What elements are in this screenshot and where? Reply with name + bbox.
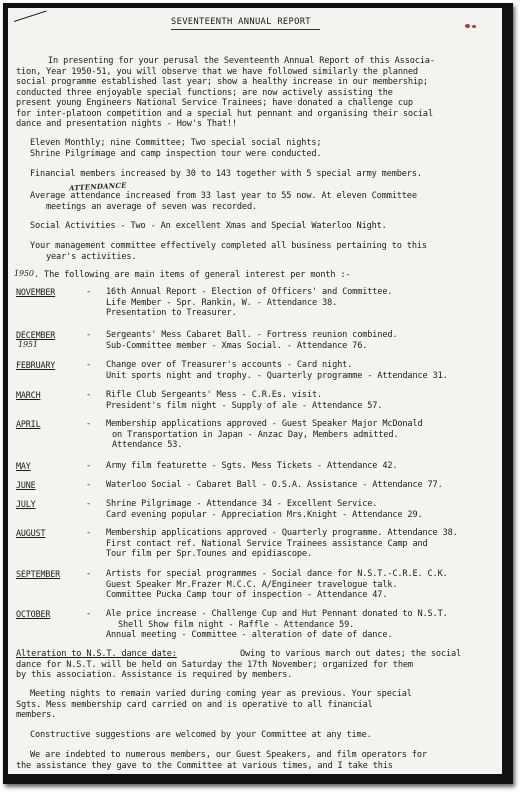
month-dash: -	[86, 461, 92, 471]
month-entry-line: Tour film per Spr.Tounes and epidiascope.	[106, 549, 312, 559]
month-entry-line: Ale price increase - Challenge Cup and Hut Pennant donated to N.S.T.	[106, 609, 448, 619]
intro-line: present young Engineers National Service Trainees; have donated a challenge cup	[16, 98, 413, 108]
month-entry-line: Membership applications approved - Guest Speaker Major McDonald	[106, 419, 423, 429]
attendance-line: meetings an average of seven was recorded.	[46, 201, 258, 212]
social-activities-line: Social Activities - Two - An excellent Xmas and Special Waterloo Night.	[30, 221, 387, 231]
month-february: FEBRUARY	[16, 360, 56, 370]
month-entry-line: Sergeants' Mess Cabaret Ball. - Fortress reunion combined.	[106, 330, 398, 340]
month-dash: -	[86, 609, 92, 619]
intro-line: social programme established last year; show a healthy increase in our membership;	[16, 77, 428, 87]
alteration-line: Owing to various march out dates; the social	[240, 649, 462, 659]
month-entry-line: President's film night - Supply of ale - Attendance 57.	[106, 400, 383, 411]
indebted-line: We are indebted to numerous members, our Guest Speakers, and film operators for	[30, 750, 427, 760]
month-dash: -	[86, 569, 92, 579]
alteration-heading: Alteration to N.S.T. dance date:	[16, 649, 177, 659]
month-entry-line: Unit sports night and trophy. - Quarterly programme - Attendance 31.	[106, 370, 448, 381]
month-entry-line: Rifle Club Sergeants' Mess - C.R.Es. visit.	[106, 390, 323, 400]
month-entry-line: Annual meeting - Committee - alteration of date of dance.	[106, 630, 393, 640]
month-august: AUGUST	[16, 528, 46, 538]
month-entry-line: Sub-Committee member - Xmas Social. - Attendance 76.	[106, 340, 368, 351]
pen-stroke-mark	[14, 11, 47, 22]
month-december: DECEMBER	[16, 330, 56, 340]
month-entry-line: Card evening popular - Appreciation Mrs.Knight - Attendance 29.	[106, 509, 423, 520]
month-april: APRIL	[16, 419, 41, 429]
month-july: JULY	[16, 499, 36, 509]
month-march: MARCH	[16, 390, 41, 400]
month-november: NOVEMBER	[16, 287, 56, 297]
financial-line: Financial members increased by 30 to 143 together with 5 special army members.	[30, 169, 422, 179]
month-dash: -	[86, 330, 92, 340]
month-entry-line: Membership applications approved - Quarterly programme. Attendance 38.	[106, 528, 458, 538]
title-underline	[171, 29, 320, 30]
month-dash: -	[86, 360, 92, 370]
document-page	[8, 8, 502, 774]
month-entry-line: Shrine Pilgrimage - Attendance 34 - Excellent Service.	[106, 499, 378, 509]
month-entry-line: 16th Annual Report - Election of Officers' and Committee.	[106, 287, 393, 297]
month-entry-line: First contact ref. National Service Trainees assistance Camp and	[106, 538, 428, 549]
attendance-line: Average attendance increased from 33 last year to 55 now. At eleven Committee	[30, 191, 417, 201]
month-entry-line: Shell Show film night - Raffle - Attendance 59.	[118, 619, 355, 630]
month-dash: -	[86, 419, 92, 429]
alteration-line: by this association. Assistance is required by members.	[16, 670, 293, 680]
intro-line: for inter-platoon competition and a special hut pennant and organising their social	[16, 108, 433, 119]
month-entry-line: Army film featurette - Sgts. Mess Tickets - Attendance 42.	[106, 461, 398, 471]
monthly-items-header: . The following are main items of general interest per month :-	[34, 270, 351, 280]
month-entry-line: Waterloo Social - Cabaret Ball - O.S.A. Assistance - Attendance 77.	[106, 480, 443, 490]
committee-line: Your management committee effectively completed all business pertaining to this	[30, 241, 427, 251]
month-entry-line: Attendance 53.	[112, 440, 183, 450]
indebted-line: the assistance they gave to the Committee at various times, and I take this	[16, 760, 393, 771]
month-entry-line: Life Member - Spr. Rankin, W. - Attendance 38.	[106, 297, 338, 308]
intro-line: In presenting for your perusal the Seventeenth Annual Report of this Associa-	[48, 56, 435, 66]
meeting-nights-line: Sgts. Mess membership card carried on and is operative to all financial	[16, 699, 373, 710]
red-ink-mark	[465, 24, 470, 28]
meetings-line: Shrine Pilgrimage and camp inspection tour were conducted.	[30, 148, 322, 159]
handwritten-year-1951: 1951	[18, 340, 38, 349]
intro-line: dance and presentation nights - How's That!!	[16, 119, 238, 129]
month-may: MAY	[16, 461, 31, 471]
meeting-nights-line: Meeting nights to remain varied during coming year as previous. Your special	[30, 689, 412, 699]
month-entry-line: Committee Pucka Camp tour of inspection - Attendance 47.	[106, 590, 388, 600]
intro-line: conducted three enjoyable special functions; are now actively assisting the	[16, 87, 393, 98]
red-ink-mark	[472, 25, 476, 28]
month-dash: -	[86, 390, 92, 400]
report-title: SEVENTEENTH ANNUAL REPORT	[171, 17, 311, 27]
month-entry-line: Guest Speaker Mr.Frazer M.C.C. A/Engineer travelogue talk.	[106, 579, 398, 590]
month-dash: -	[86, 287, 92, 297]
handwritten-year-1950: 1950	[14, 269, 34, 278]
month-dash: -	[86, 499, 92, 509]
meeting-nights-line: members.	[16, 710, 57, 720]
committee-line: year's activities.	[46, 251, 137, 262]
month-dash: -	[86, 528, 92, 538]
month-june: JUNE	[16, 480, 36, 490]
handwritten-attendance-note: ATTENDANCE	[68, 180, 127, 193]
month-entry-line: Presentation to Treasurer.	[106, 308, 237, 318]
month-dash: -	[86, 480, 92, 490]
month-september: SEPTEMBER	[16, 569, 61, 579]
alteration-line: dance for N.S.T. will be held on Saturday the 17th November; organized for them	[16, 659, 413, 670]
month-entry-line: Artists for special programmes - Social dance for N.S.T.-C.R.E. C.K.	[106, 569, 448, 579]
constructive-line: Constructive suggestions are welcomed by your Committee at any time.	[30, 730, 372, 740]
month-october: OCTOBER	[16, 609, 51, 619]
intro-line: tion, Year 1950-51, you will observe that we have followed similarly the planned	[16, 66, 418, 77]
month-entry-line: Change over of Treasurer's accounts - Card night.	[106, 360, 353, 370]
month-entry-line: on Transportation in Japan - Anzac Day, Members admitted.	[112, 429, 399, 440]
meetings-line: Eleven Monthly; nine Committee; Two special social nights;	[30, 138, 322, 148]
